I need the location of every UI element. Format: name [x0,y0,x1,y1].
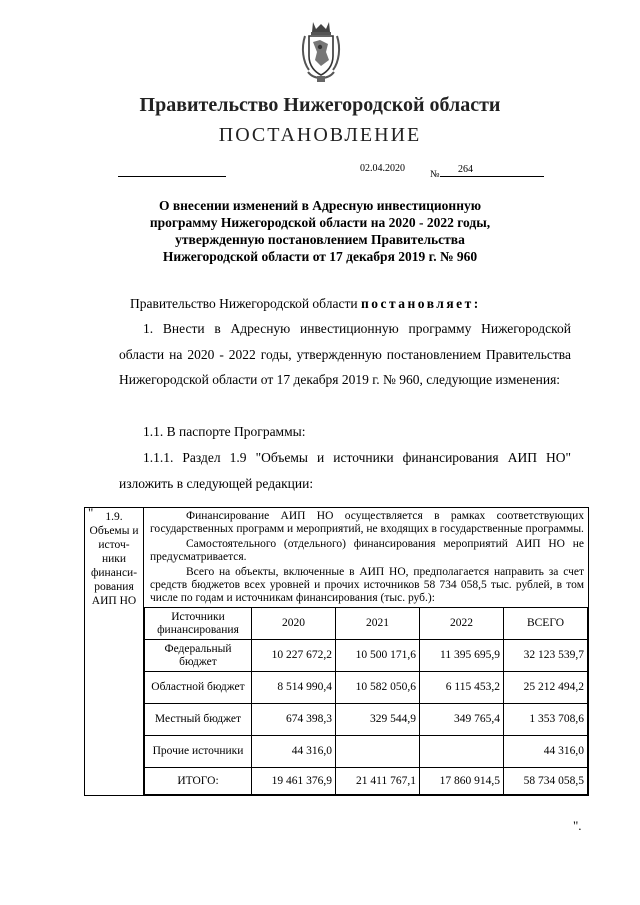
source-cell: Федеральный бюджет [145,640,252,672]
government-name: Правительство Нижегородской области [139,94,501,116]
header-cell: ВСЕГО [504,608,588,640]
total-value-cell: 17 860 914,5 [420,768,504,795]
document-heading [110,197,530,265]
paragraph-1-1: 1.1. В паспорте Программы: [143,424,306,439]
resolution-preamble [119,291,571,317]
resolves-keyword: постановляет: [360,296,481,311]
total-value-cell: 19 461 376,9 [252,768,336,795]
heading-line: О внесении изменений в Адресную инвестиционную [158,198,482,213]
number-sign: № [430,169,440,180]
value-cell: 44 316,0 [504,736,588,768]
value-cell: 1 353 708,6 [504,704,588,736]
date-line [118,176,226,177]
document-type: ПОСТАНОВЛЕНИЕ [218,124,422,146]
section-name-line: Объемы и [89,525,139,537]
heading-line: Нижегородской области от 17 декабря 2019 г. № 960 [162,249,478,264]
value-cell: 25 212 494,2 [504,672,588,704]
paragraph-1-1-1: 1.1.1. Раздел 1.9 "Объемы и источники финансирования АИП НО" изложить в следующей редакции: [119,450,571,491]
table-row [145,672,588,704]
value-cell: 10 582 050,6 [336,672,420,704]
value-cell: 11 395 695,9 [420,640,504,672]
header-cell: 2022 [420,608,504,640]
value-cell: 32 123 539,7 [504,640,588,672]
table-row [145,736,588,768]
value-cell: 329 544,9 [336,704,420,736]
value-cell: 8 514 990,4 [252,672,336,704]
value-cell: 349 765,4 [420,704,504,736]
table-header-row [145,608,588,640]
source-cell: Областной бюджет [145,672,252,704]
value-cell [336,736,420,768]
section-content-cell [144,508,589,796]
total-value-cell: 21 411 767,1 [336,768,420,795]
table-row [145,640,588,672]
section-name-line: источ- [98,539,130,551]
financing-table [144,607,588,795]
header-cell: 2020 [252,608,336,640]
section-number: 1.9. [105,511,123,523]
value-cell: 6 115 453,2 [420,672,504,704]
section-name-line: финанси- [90,567,138,579]
section-name-line: АИП НО [91,595,137,607]
heading-line: программу Нижегородской области на 2020 - 2022 годы, [149,215,491,230]
heading-line: утвержденную постановлением Правительства [175,232,465,247]
total-row [145,768,588,795]
document-date: 02.04.2020 [360,163,405,174]
section-text: Самостоятельного (отдельного) финансирования мероприятий АИП НО не предусматривается. [150,538,584,563]
total-label-cell: ИТОГО: [145,768,252,795]
header-cell: Источники финансирования [145,608,252,640]
total-value-cell: 58 734 058,5 [504,768,588,795]
closing-quote: ". [573,818,582,833]
value-cell: 10 500 171,6 [336,640,420,672]
preamble-text: Правительство Нижегородской области [130,296,361,311]
source-cell: Прочие источники [145,736,252,768]
section-name-line: ники [101,553,127,565]
section-table [84,507,589,796]
section-label-cell [85,508,144,796]
value-cell [420,736,504,768]
document-number: 264 [440,164,544,177]
table-row [145,704,588,736]
section-text: Всего на объекты, включенные в АИП НО, предполагается направить за счет средств бюджетов всех уровней и прочих источников 58 734 058,5 тыс. рублей, в том числе по годам и источникам финансирования (тыс. руб.): [150,566,584,604]
section-text: Финансирование АИП НО осуществляется в рамках соответствующих государственных программ и мероприятий, не входящих в государственные программы. [150,510,584,535]
value-cell: 44 316,0 [252,736,336,768]
coat-of-arms-icon [300,18,342,86]
value-cell: 674 398,3 [252,704,336,736]
opening-quote: " [88,505,94,520]
header-cell: 2021 [336,608,420,640]
source-cell: Местный бюджет [145,704,252,736]
paragraph-1: 1. Внести в Адресную инвестиционную программу Нижегородской области на 2020 - 2022 годы, утвержденную постановлением Правительства Нижегородской области от 17 декабря 2019 г. № 960, следующие изменения: [119,321,571,387]
value-cell: 10 227 672,2 [252,640,336,672]
section-name-line: рования [94,581,134,593]
